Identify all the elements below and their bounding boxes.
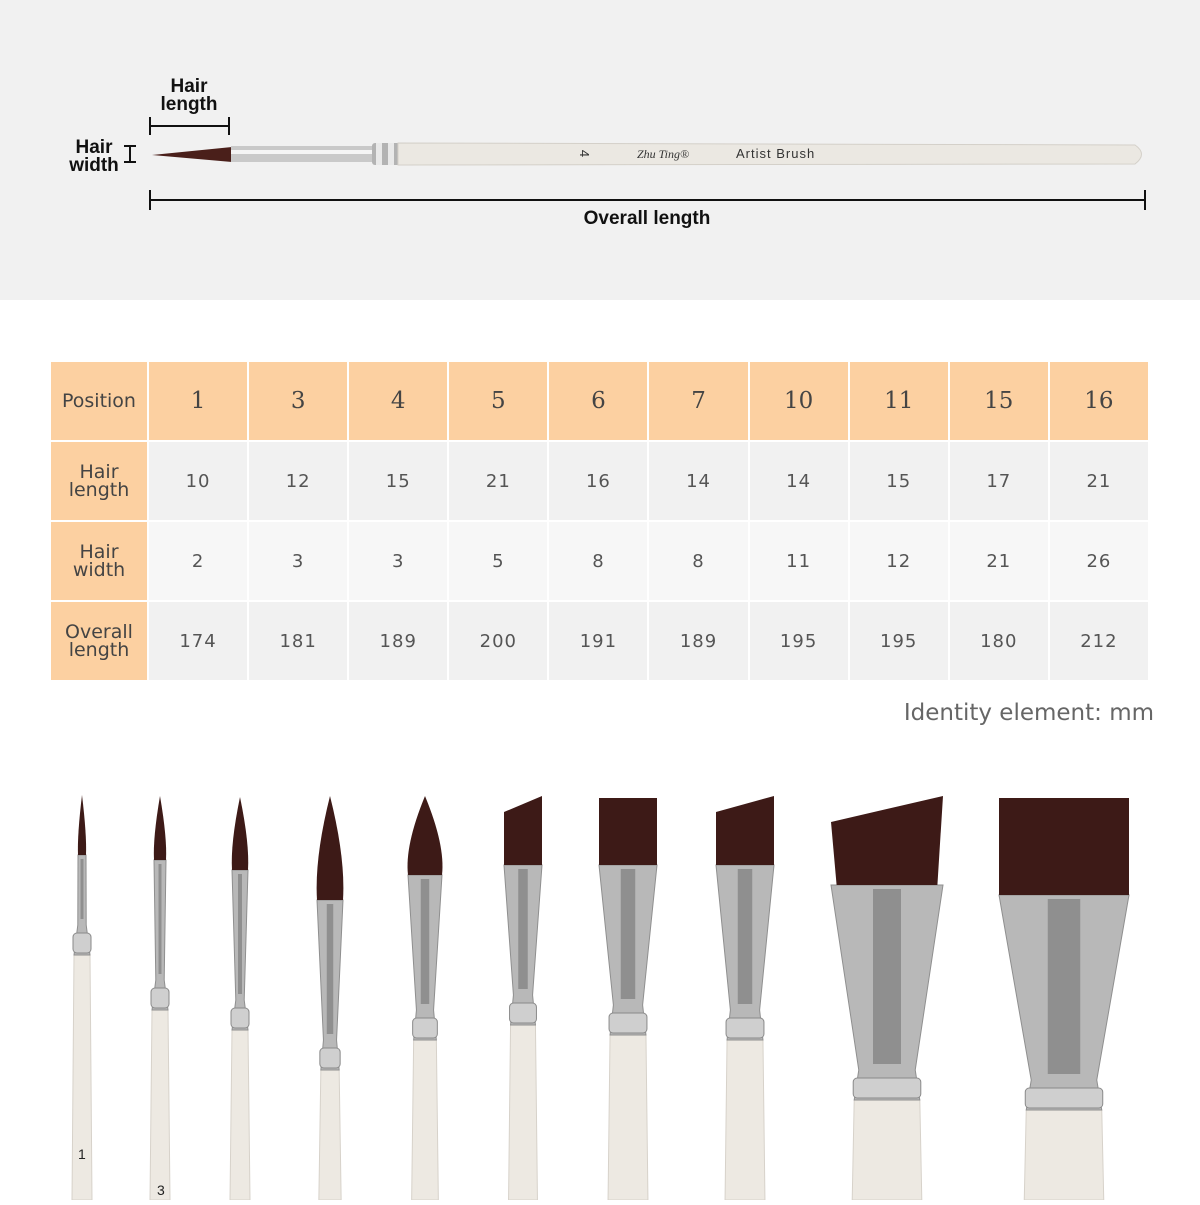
brush-set-photo [0, 770, 1200, 1200]
brush-4 [230, 797, 250, 1200]
overall-length-cell: 191 [548, 601, 648, 681]
brush-11 [716, 796, 774, 1200]
brush-size-label-1: 1 [78, 1146, 86, 1162]
hair-width-cell: 26 [1049, 521, 1149, 601]
brush-bristles [999, 798, 1129, 895]
brush-handle [1024, 1110, 1104, 1200]
hair-length-label: Hair length [160, 76, 218, 115]
overall-length-cell: 181 [248, 601, 348, 681]
position-cell: 1 [148, 361, 248, 441]
brush-size-label-3: 3 [157, 1182, 165, 1198]
overall-length-cell: 212 [1049, 601, 1149, 681]
hair-width-cell: 11 [749, 521, 849, 601]
brush-bristles [504, 796, 542, 865]
brush-handle [608, 1035, 648, 1200]
hair-length-cell: 16 [548, 441, 648, 521]
table-row-hair-length [50, 441, 1149, 521]
brush-6 [408, 796, 443, 1200]
brush-spec-table [49, 360, 1150, 682]
brush-handle [725, 1040, 765, 1200]
hair-length-cell: 14 [749, 441, 849, 521]
hair-length-cell: 21 [1049, 441, 1149, 521]
table-row-overall-length [50, 601, 1149, 681]
overall-length-cell: 195 [849, 601, 949, 681]
hair-length-bracket [150, 117, 229, 135]
position-cell: 3 [248, 361, 348, 441]
overall-length-label: Overall length [583, 208, 711, 229]
hair-width-label: Hair width [69, 137, 119, 176]
hair-width-cell: 8 [548, 521, 648, 601]
brush-handle [319, 1070, 341, 1200]
brush-handle [412, 1040, 439, 1200]
row-header-position: Position [50, 361, 148, 441]
brush-name-text: Artist Brush [736, 146, 816, 161]
brush-brand-text: Zhu Ting® [637, 147, 690, 161]
brush-handle [72, 955, 92, 1200]
hair-width-cell: 8 [648, 521, 748, 601]
position-cell: 10 [749, 361, 849, 441]
hair-length-cell: 15 [849, 441, 949, 521]
unit-note: Identity element: mm [903, 700, 1154, 726]
hair-length-cell: 14 [648, 441, 748, 521]
position-cell: 6 [548, 361, 648, 441]
hair-length-cell: 17 [949, 441, 1049, 521]
brush-10 [599, 798, 657, 1200]
hair-length-cell: 12 [248, 441, 348, 521]
hair-length-cell: 21 [448, 441, 548, 521]
overall-length-cell: 195 [749, 601, 849, 681]
position-cell: 15 [949, 361, 1049, 441]
row-header-hair-width: Hair width [50, 521, 148, 601]
brush-handle [230, 1030, 250, 1200]
brush-1 [72, 795, 92, 1200]
row-header-overall-length: Overall length [50, 601, 148, 681]
diagram-drawing [0, 0, 1200, 300]
brush-bristles [78, 795, 86, 855]
hair-width-cell: 12 [849, 521, 949, 601]
hair-width-cell: 21 [949, 521, 1049, 601]
brush-bristles [154, 796, 166, 860]
overall-length-cell: 189 [348, 601, 448, 681]
brush-handle [509, 1025, 538, 1200]
hair-width-cell: 3 [248, 521, 348, 601]
overall-length-bracket [150, 190, 1145, 210]
hair-width-cell: 2 [148, 521, 248, 601]
hair-length-cell: 10 [148, 441, 248, 521]
position-cell: 4 [348, 361, 448, 441]
brush-bristles [599, 798, 657, 865]
hair-width-cell: 5 [448, 521, 548, 601]
brush-bristles [232, 797, 248, 870]
position-cell: 16 [1049, 361, 1149, 441]
brush-16 [999, 798, 1129, 1200]
brush-handle [150, 1010, 170, 1200]
overall-length-cell: 174 [148, 601, 248, 681]
brush-handle [852, 1100, 922, 1200]
brush-size-mark: 4 [577, 149, 593, 158]
row-header-hair-length: Hair length [50, 441, 148, 521]
brush-5 [317, 796, 344, 1200]
hair-length-cell: 15 [348, 441, 448, 521]
position-cell: 11 [849, 361, 949, 441]
brush-set-drawing [0, 770, 1200, 1200]
table-row-position [50, 361, 1149, 441]
brush-bristles [716, 796, 774, 865]
brush-15 [831, 796, 943, 1200]
overall-length-cell: 189 [648, 601, 748, 681]
brush-7 [504, 796, 542, 1200]
brush-3 [150, 796, 170, 1200]
brush-dimension-diagram [0, 0, 1200, 300]
brush-bristles [831, 796, 943, 885]
overall-length-cell: 180 [949, 601, 1049, 681]
brush-bristles [408, 796, 443, 875]
table-row-hair-width [50, 521, 1149, 601]
position-cell: 5 [448, 361, 548, 441]
overall-length-cell: 200 [448, 601, 548, 681]
hair-width-cell: 3 [348, 521, 448, 601]
brush-bristles [317, 796, 344, 900]
position-cell: 7 [648, 361, 748, 441]
